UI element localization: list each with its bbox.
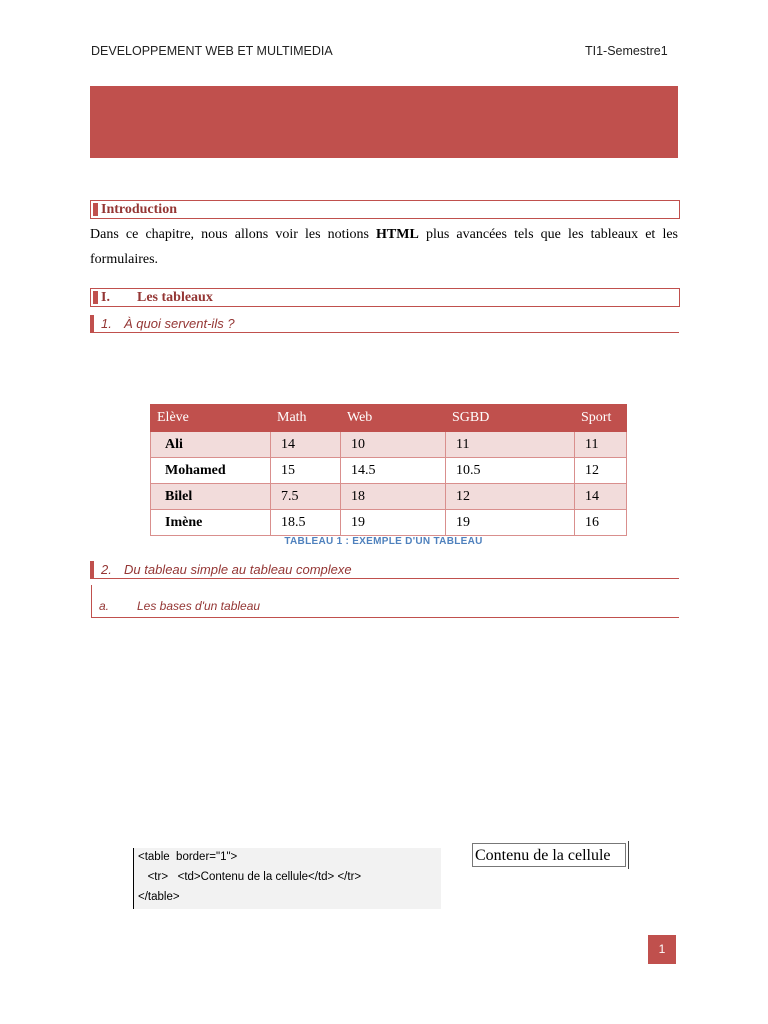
page-number: 1 bbox=[648, 935, 676, 964]
grade-cell: 12 bbox=[446, 484, 575, 510]
heading-accent-bar bbox=[93, 203, 98, 216]
table-row bbox=[151, 432, 627, 458]
table-header-cell: Sport bbox=[575, 405, 627, 432]
grade-cell: 18 bbox=[341, 484, 446, 510]
subheading-number: 1. bbox=[101, 316, 112, 331]
intro-text-start: Dans ce chapitre, nous allons voir les notions bbox=[90, 227, 377, 242]
grade-cell: 14 bbox=[271, 432, 341, 458]
grade-cell: 12 bbox=[575, 458, 627, 484]
grade-cell: 14 bbox=[575, 484, 627, 510]
code-line: <tr> <td>Contenu de la cellule</td> </tr> bbox=[138, 871, 362, 883]
table-header-cell: Web bbox=[341, 405, 446, 432]
grade-cell: 11 bbox=[446, 432, 575, 458]
student-name: Mohamed bbox=[151, 458, 271, 484]
subheading-letter: a. bbox=[99, 599, 110, 613]
subheading-accent-bar bbox=[90, 315, 94, 332]
running-header-title: DEVELOPPEMENT WEB ET MULTIMEDIA bbox=[91, 44, 333, 58]
code-example bbox=[133, 848, 441, 909]
grade-cell: 16 bbox=[575, 510, 627, 536]
grade-cell: 14.5 bbox=[341, 458, 446, 484]
student-name: Bilel bbox=[151, 484, 271, 510]
grade-cell: 11 bbox=[575, 432, 627, 458]
rendered-table-edge bbox=[628, 841, 629, 869]
code-line: </table> bbox=[138, 891, 180, 903]
grade-cell: 7.5 bbox=[271, 484, 341, 510]
table-header-cell: Math bbox=[271, 405, 341, 432]
heading-accent-bar bbox=[93, 291, 98, 304]
intro-text-end: plus avancées tels que les tableaux et les formulaires. bbox=[90, 227, 678, 267]
grade-cell: 19 bbox=[446, 510, 575, 536]
subheading-rule bbox=[91, 617, 679, 618]
introduction-heading bbox=[90, 200, 680, 219]
table-row bbox=[151, 484, 627, 510]
table-row bbox=[151, 510, 627, 536]
grade-cell: 15 bbox=[271, 458, 341, 484]
section-heading-tableaux bbox=[90, 288, 680, 307]
grade-cell: 18.5 bbox=[271, 510, 341, 536]
code-line: <table border="1"> bbox=[138, 851, 238, 863]
table-header-cell: SGBD bbox=[446, 405, 575, 432]
subheading-bases-tableau: Les bases d'un tableau bbox=[137, 599, 261, 613]
grade-cell: 19 bbox=[341, 510, 446, 536]
grades-table bbox=[150, 404, 627, 536]
subheading-number: 2. bbox=[101, 562, 112, 577]
subheading-tableau-complexe: Du tableau simple au tableau complexe bbox=[124, 562, 352, 577]
grade-cell: 10 bbox=[341, 432, 446, 458]
table-header-row bbox=[151, 405, 627, 432]
section-title: Les tableaux bbox=[137, 290, 213, 305]
rendered-table-cell: Contenu de la cellule bbox=[472, 843, 626, 867]
intro-paragraph bbox=[90, 222, 678, 272]
chapter-banner bbox=[90, 86, 678, 158]
subsection-left-border bbox=[91, 585, 92, 618]
student-name: Imène bbox=[151, 510, 271, 536]
subheading-a-quoi-servent-ils: À quoi servent-ils ? bbox=[124, 316, 235, 331]
subheading-rule bbox=[90, 578, 679, 579]
table-row bbox=[151, 458, 627, 484]
intro-text-html: HTML bbox=[376, 227, 419, 242]
subheading-accent-bar bbox=[90, 561, 94, 578]
table-caption: TABLEAU 1 : EXEMPLE D'UN TABLEAU bbox=[284, 536, 483, 547]
table-header-cell: Elève bbox=[151, 405, 271, 432]
running-header-semester: TI1-Semestre1 bbox=[585, 44, 668, 58]
introduction-heading-text: Introduction bbox=[101, 202, 177, 217]
student-name: Ali bbox=[151, 432, 271, 458]
section-number: I. bbox=[101, 290, 110, 305]
grade-cell: 10.5 bbox=[446, 458, 575, 484]
subheading-rule bbox=[90, 332, 679, 333]
